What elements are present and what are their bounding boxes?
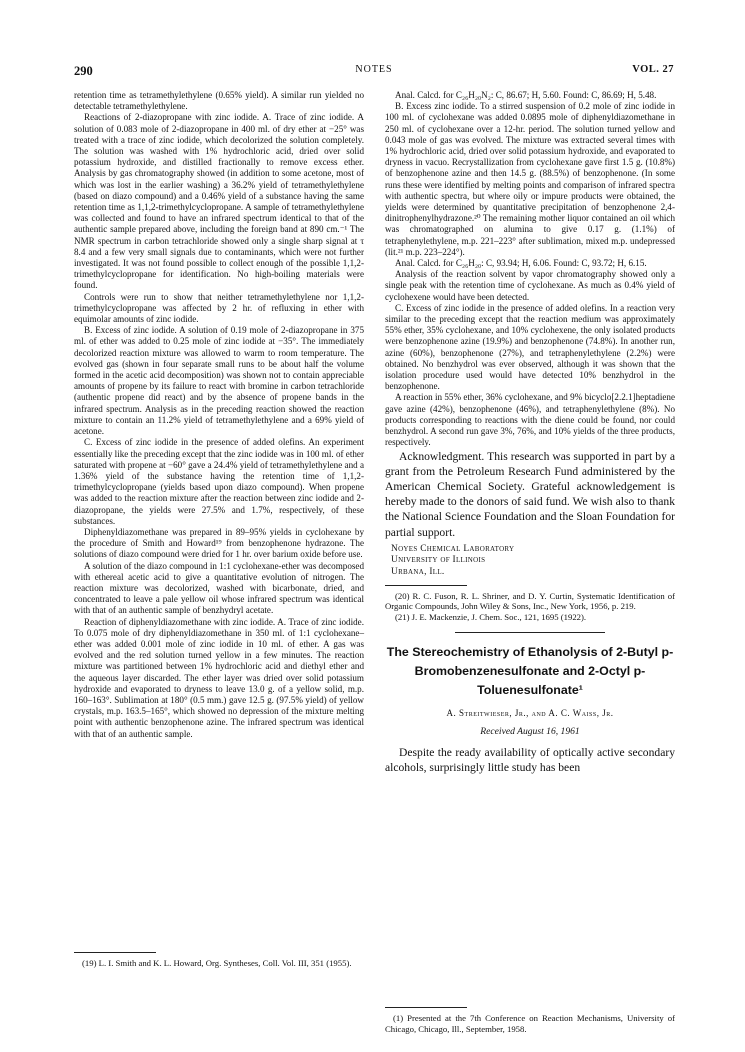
paragraph: A solution of the diazo compound in 1:1 cyclohexane-ether was decomposed with ethereal acetic acid to give a quantitative evolution of nitrogen. The reaction mixture was decolorized, washed with bicarbonate, dried, and concentrated to leave a pale yellow oil whose infrared spectrum was identical with that of an authentic sample of benzhydryl acetate.: [74, 560, 364, 616]
author-address: [391, 544, 675, 579]
paragraph: Controls were run to show that neither tetramethylethylene nor 1,1,2-trimethylcyclopropane was affected by 2 hr. of refluxing in ether with equimolar amounts of zinc iodide.: [74, 291, 364, 325]
paragraph: C. Excess of zinc iodide in the presence of added olefins. An experiment essentially like the preceding except that the zinc iodide was in 100 ml. of ether saturated with propene at −60° gave a 24.4% yield of tetramethylethylene and a 1.36% yield of the substance having the retention time of 1,1,2-trimethylcyclopropane (yields based upon diazo compound). When propene was added to the reaction mixture after the reaction between zinc iodide and 2-diazopropane, the yields were 27.5% and 1.7%, respectively, of these substances.: [74, 437, 364, 526]
footnote-rule: [74, 952, 156, 953]
paragraph: retention time as tetramethylethylene (0.65% yield). A similar run yielded no detectable tetramethylethylene.: [74, 90, 364, 112]
left-footnotes: [74, 946, 364, 970]
paragraph: Reactions of 2-diazopropane with zinc iodide. A. Trace of zinc iodide. A solution of 0.083 mole of 2-diazopropane in 400 ml. of dry ether at −25° was treated with a trace of zinc iodide, which decolorized the solution completely. The solution was washed with 1% hydrochloric acid, dried over solid potassium hydroxide, and distilled fractionally to remove excess ether. Analysis by gas chromatography showed (in addition to some acetone, most of which was lost in the earlier washing) a 36.2% yield of tetramethylethylene (based on diazo compound) and a 0.46% yield of a substance having the same retention time as 1,1,2-trimethylcyclopropane. A sample of tetramethylethylene was collected and found to have an infrared spectrum identical to that of the authentic sample prepared above, including the foreign band at 890 cm.⁻¹ The NMR spectrum in carbon tetrachloride showed only a single sharp signal at τ 8.4 and a few very small signals due to contaminants, which were not further investigated. It was not found possible to collect enough of the possible 1,1,2-trimethylcyclopropane for identification. No high-boiling materials were found.: [74, 112, 364, 291]
footnote: (19) L. I. Smith and K. L. Howard, Org. Syntheses, Coll. Vol. III, 351 (1955).: [82, 958, 352, 968]
page-number: 290: [74, 64, 93, 78]
footnote: (21) J. E. Mackenzie, J. Chem. Soc., 121, 1695 (1922).: [395, 611, 587, 622]
footnote: (1) Presented at the 7th Conference on Reaction Mechanisms, University of Chicago, Chicago, Ill., September, 1958.: [385, 1013, 675, 1034]
address-line: Urbana, Ill.: [391, 566, 445, 577]
article-title: The Stereochemistry of Ethanolysis of 2-Butyl p-Bromobenzenesulfonate and 2-Octyl p-Toluenesulfonate¹: [386, 645, 674, 698]
paragraph: B. Excess zinc iodide. To a stirred suspension of 0.2 mole of zinc iodide in 100 ml. of cyclohexane was added 0.0895 mole of diphenyldiazomethane in 250 ml. of cyclohexane over a 12-hr. period. The solution turned yellow and 0.043 mole of gas was evolved. The mixture was extracted several times with 1% hydrochloric acid, dried over solid potassium hydroxide, and evaporated to dryness in vacuo. Recrystallization from cyclohexane gave first 1.5 g. (10.8%) of benzophenone azine and then 14.5 g. (88.5%) of benzophenone. (In some runs these were identified by melting points and comparison of infrared spectra with authentic spectra, but where oily or impure products were obtained, the yields were determined by quantitative precipitation of benzophenone 2,4-dinitrophenylhydrazone.²⁰ The remaining mother liquor contained an oil which was chromatographed on alumina to give 0.17 g. (1.1%) of tetraphenylethylene, m.p. 221–223° after sublimation, mixed m.p. undepressed (lit.²¹ m.p. 223–224°).: [385, 101, 675, 257]
paragraph: Anal. Calcd. for C₂₆H₂₀N₂: C, 86.67; H, 5.60. Found: C, 86.69; H, 5.48.: [395, 90, 657, 100]
footnote-rule: [385, 1007, 467, 1008]
left-column: [74, 90, 364, 740]
received-date: Received August 16, 1961: [480, 725, 580, 737]
paragraph: B. Excess of zinc iodide. A solution of 0.19 mole of 2-diazopropane in 375 ml. of ether was added to 0.25 mole of zinc iodide at −35°. The immediately decolorized reaction mixture was allowed to warm to room temperature. The evolved gas (shown in four separate small runs to be about half the volume formed in the acetic acid decomposition) was shown not to contain appreciable amounts of propene by its failure to react with bromine in carbon tetrachloride (authentic propene did react) and by the absence of propene bands in the infrared spectrum. Analysis as in the preceding reaction showed the reaction mixture to contain an 11.2% yield of tetramethylethylene and a 69% yield of acetone.: [74, 325, 364, 437]
paragraph: Diphenyldiazomethane was prepared in 89–95% yields in cyclohexane by the procedure of Smith and Howard¹⁹ from benzophenone hydrazone. The solutions of diazo compound were dried for 1 hr. over barium oxide before use.: [74, 526, 364, 560]
paragraph: Analysis of the reaction solvent by vapor chromatography showed only a single peak with the retention time of cyclohexane. As much as 0.4% yield of cyclohexene would have been detected.: [385, 269, 675, 302]
footnote: (20) R. C. Fuson, R. L. Shriner, and D. Y. Curtin, Systematic Identification of Organic Compounds, John Wiley & Sons, Inc., New York, 1956, p. 219.: [385, 590, 675, 612]
volume-label: VOL. 27: [632, 64, 674, 75]
paragraph: A reaction in 55% ether, 36% cyclohexane, and 9% bicyclo[2.2.1]heptadiene gave azine (42%), benzophenone (46%), and tetraphenylethylene (8%). No products corresponding to reactions with the diene could be found, nor could benzhydrol. A second run gave 3%, 76%, and 10% yields of the three products, respectively.: [385, 392, 675, 448]
right-column: [385, 90, 675, 775]
article-separator: [455, 632, 605, 633]
footnote-rule: [385, 585, 467, 586]
article-authors: A. Streitwieser, Jr., and A. C. Waiss, Jr.: [446, 708, 614, 719]
right-bottom-footnotes: [385, 1001, 675, 1035]
running-head: NOTES: [355, 64, 393, 75]
address-line: University of Illinois: [391, 555, 486, 566]
page-header: [74, 64, 674, 82]
paragraph: C. Excess of zinc iodide in the presence of added olefins. In a reaction very similar to the preceding except that the reaction medium was approximately 55% ether, 35% cyclohexane, and 10% cyclohexene, the only isolated products were benzophenone azine (19.9%) and benzophenone (74.8%). In another run, azine (60%), benzophenone (27%), and tetraphenylethylene (2.2%) were obtained. No benzhydrol was ever observed, although it was shown that the isolation procedure used would have detected 10% benzhydrol in the benzophenone.: [385, 302, 675, 392]
paragraph: Anal. Calcd. for C₂₆H₂₀: C, 93.94; H, 6.06. Found: C, 93.72; H, 6.15.: [395, 258, 647, 269]
paragraph: Reaction of diphenyldiazomethane with zinc iodide. A. Trace of zinc iodide. To 0.075 mole of dry diphenyldiazomethane in 350 ml. of 1:1 cyclohexane–ether was added 0.001 mole of zinc iodide in 10 ml. of ether. A gas was evolved and the red solution turned yellow in a few minutes. The reaction mixture was partitioned between 1% hydrochloric acid and diethyl ether and the aqueous layer discarded. The ether layer was dried over solid potassium hydroxide and evaporated to dryness to leave 13.0 g. of a yellow solid, m.p. 160–163°. Sublimation at 180° (0.5 mm.) gave 12.5 g. (97.5% yield) of yellow crystals, m.p. 163.5–165°, which showed no depression of the mixture melting point with authentic benzophenone azine. The infrared spectrum was identical with that of an authentic sample.: [74, 616, 364, 739]
article-opening: Despite the ready availability of optically active secondary alcohols, surprisingly little study has been: [385, 746, 675, 775]
acknowledgment: Acknowledgment. This research was supported in part by a grant from the Petroleum Research Fund administered by the American Chemical Society. Grateful acknowledgement is hereby made to the donors of said fund. We wish also to thank the National Science Foundation and the Sloan Foundation for partial support.: [385, 449, 675, 539]
address-line: Noyes Chemical Laboratory: [391, 543, 515, 554]
